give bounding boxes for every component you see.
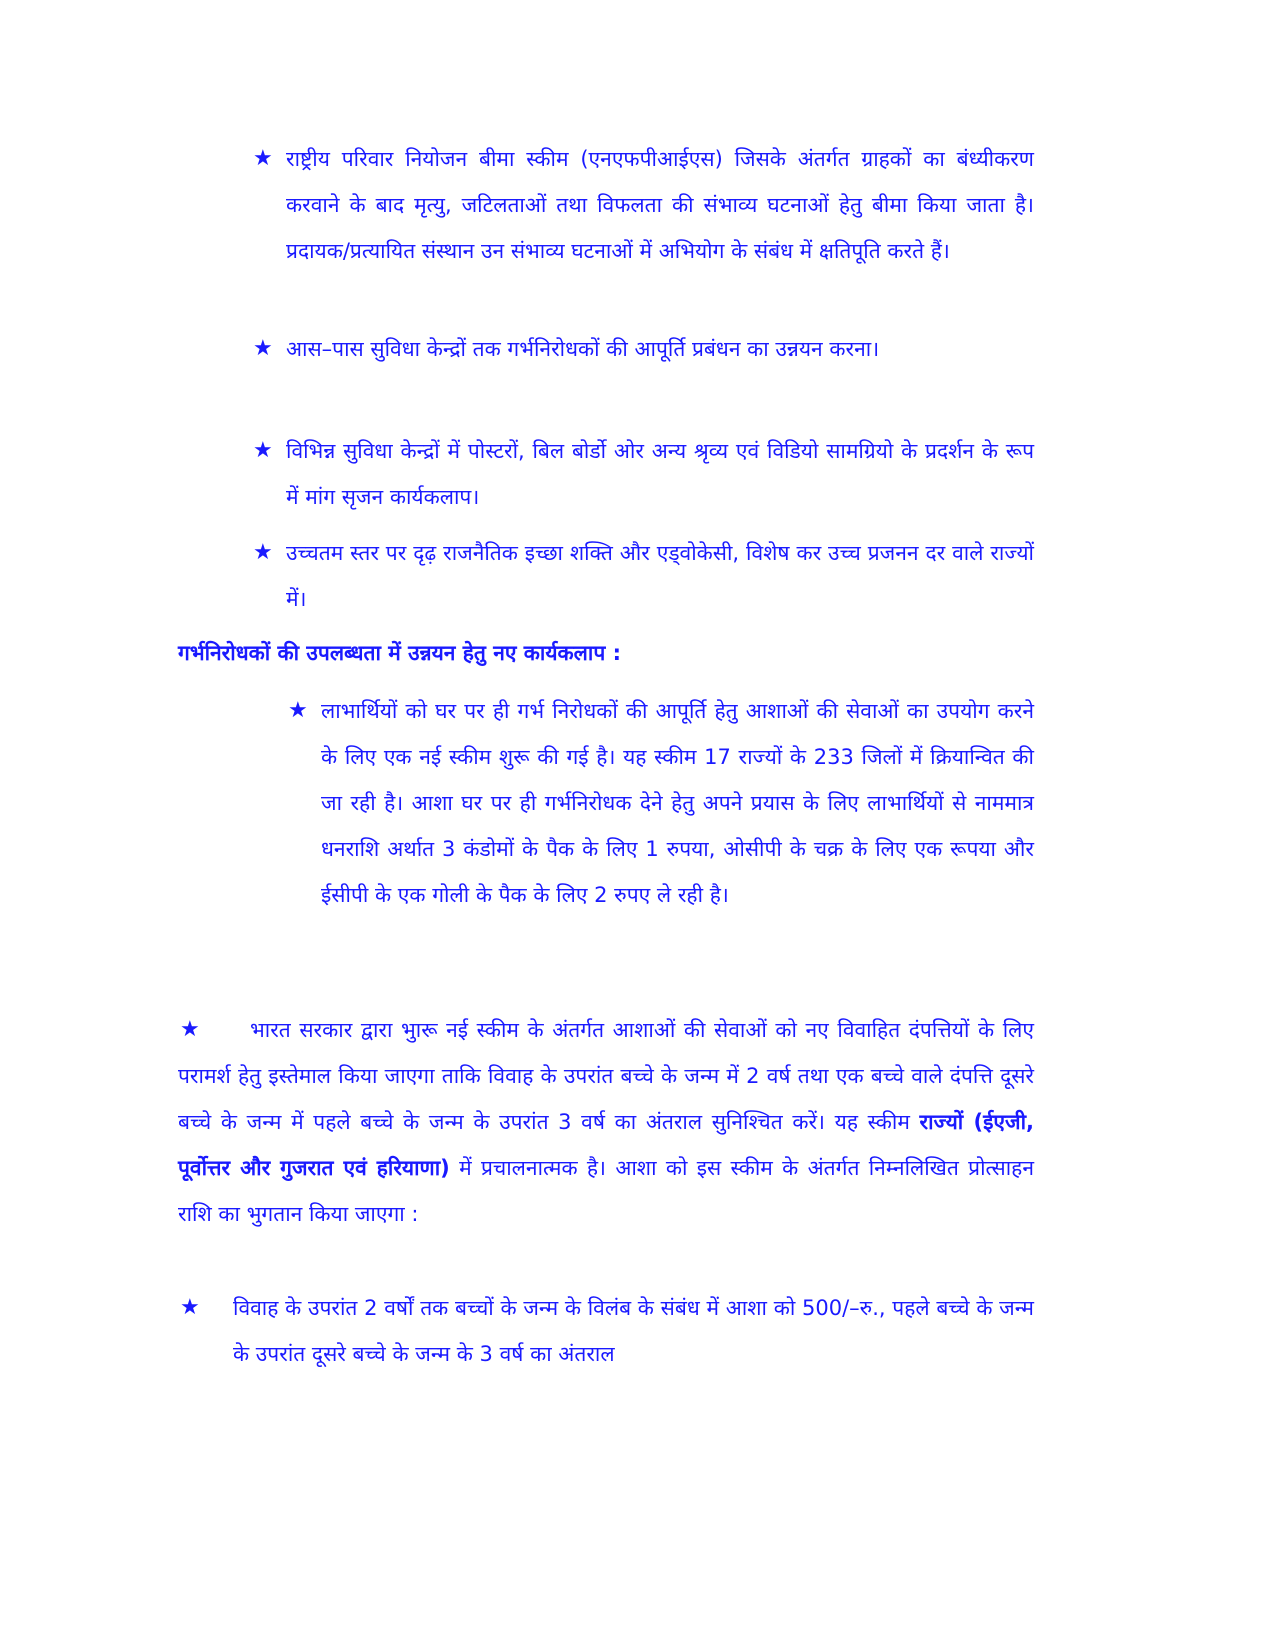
bullet-item-political-will: उच्चतम स्तर पर दृढ़ राजनैतिक इच्छा शक्ति और एड्वोकेसी, विशेष कर उच्च प्रजनन दर वाले राज्यों में।	[286, 541, 1034, 611]
star-icon: ★	[253, 540, 273, 565]
bullet-item-demand-generation: विभिन्न सुविधा केन्द्रों में पोस्टरों, बिल बोर्डो ओर अन्य श्रृव्य एवं विडियो सामग्रियो के प्रदर्शन के रूप में मांग सृजन कार्यकलाप।	[286, 439, 1034, 509]
star-icon: ★	[180, 1295, 200, 1320]
paragraph-text-part2: में प्रचालनात्मक है। आशा को इस स्कीम के अंतर्गत निम्नलिखित प्रोत्साहन राशि का भुगतान किया जाएगा :	[178, 1156, 1034, 1226]
bullet-item-asha-home-delivery: लाभार्थियों को घर पर ही गर्भ निरोधकों की आपूर्ति हेतु आशाओं की सेवाओं का उपयोग करने के लिए एक नई स्कीम शुरू की गई है। यह स्कीम 17 राज्यों के 233 जिलों में क्रियान्वित की जा रही है। आशा घर पर ही गर्भनिरोधक देने हेतु अपने प्रयास के लिए लाभार्थियों से नाममात्र धनराशि अर्थात 3 कंडोमों के पैक के लिए 1 रुपया, ओसीपी के चक्र के लिए एक रूपया और ईसीपी के एक गोली के पैक के लिए 2 रुपए ले रही है।	[321, 699, 1034, 907]
bullet-item-insurance-scheme: राष्ट्रीय परिवार नियोजन बीमा स्कीम (एनएफपीआईएस) जिसके अंतर्गत ग्राहकों का बंध्यीकरण करवाने के बाद मृत्यु, जटिलताओं तथा विफलता की संभाव्य घटनाओं हेतु बीमा किया जाता है। प्रदायक/प्रत्यायित संस्थान उन संभाव्य घटनाओं में अभियोग के संबंध में क्षतिपूति करते हैं।	[286, 147, 1034, 263]
star-icon: ★	[253, 438, 273, 463]
bullet-item-supply-management: आस–पास सुविधा केन्द्रों तक गर्भनिरोधकों की आपूर्ति प्रबंधन का उन्नयन करना।	[286, 337, 880, 361]
star-icon: ★	[180, 1017, 200, 1042]
section-heading: गर्भनिरोधकों की उपलब्धता में उन्नयन हेतु नए कार्यकलाप :	[178, 641, 621, 665]
star-icon: ★	[288, 698, 308, 723]
paragraph-asha-counselling	[178, 1007, 1034, 1237]
paragraph-text-part1: भारत सरकार द्वारा भुारू नई स्कीम के अंतर्गत आशाओं की सेवाओं को नए विवाहित दंपत्तियों के लिए परामर्श हेतु इस्तेमाल किया जाएगा ताकि विवाह के उपरांत बच्चे के जन्म में 2 वर्ष तथा एक बच्चे वाले दंपत्ति दूसरे बच्चे के जन्म में पहले बच्चे के जन्म के उपरांत 3 वर्ष का अंतराल सुनिश्चित करें। यह स्कीम	[178, 1018, 1034, 1134]
bullet-item-asha-incentive: विवाह के उपरांत 2 वर्षों तक बच्चों के जन्म के विलंब के संबंध में आशा को 500/–रु., पहले बच्चे के जन्म के उपरांत दूसरे बच्चे के जन्म के 3 वर्ष का अंतराल	[233, 1296, 1034, 1366]
star-icon: ★	[253, 146, 273, 171]
star-icon: ★	[253, 336, 273, 361]
paragraph-text-bold-states: राज्यों (ईएजी, पूर्वोत्तर और गुजरात एवं हरियाणा)	[178, 1110, 1034, 1180]
